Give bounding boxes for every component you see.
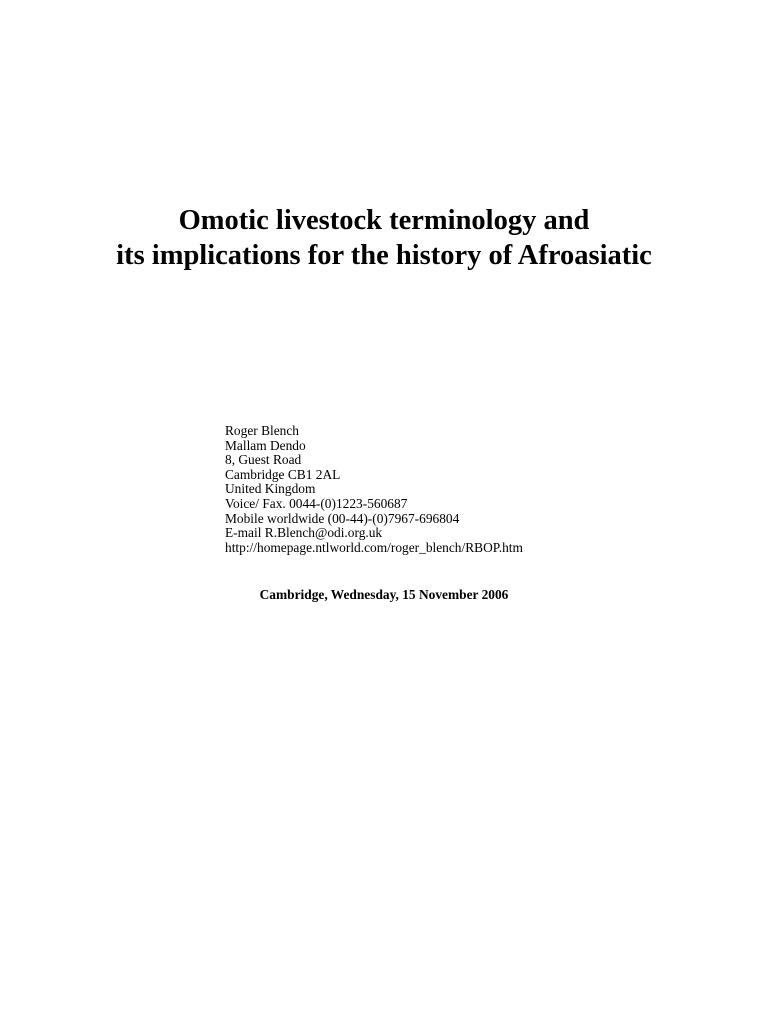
street-address: 8, Guest Road	[225, 452, 302, 468]
country: United Kingdom	[225, 481, 316, 497]
homepage-url: http://homepage.ntlworld.com/roger_blench/RBOP.htm	[225, 539, 523, 555]
email: E-mail R.Blench@odi.org.uk	[225, 525, 383, 541]
author-contact-block	[225, 424, 523, 555]
document-title	[0, 203, 768, 273]
mobile-phone: Mobile worldwide (00-44)-(0)7967-696804	[225, 510, 460, 526]
dateline: Cambridge, Wednesday, 15 November 2006	[259, 587, 509, 602]
city-postcode: Cambridge CB1 2AL	[225, 466, 341, 482]
organization: Mallam Dendo	[225, 437, 306, 453]
author-name: Roger Blench	[225, 423, 300, 438]
title-line-1: Omotic livestock terminology and	[178, 205, 590, 236]
voice-fax: Voice/ Fax. 0044-(0)1223-560687	[225, 495, 408, 511]
title-line-2: its implications for the history of Afroasiatic	[116, 240, 652, 271]
